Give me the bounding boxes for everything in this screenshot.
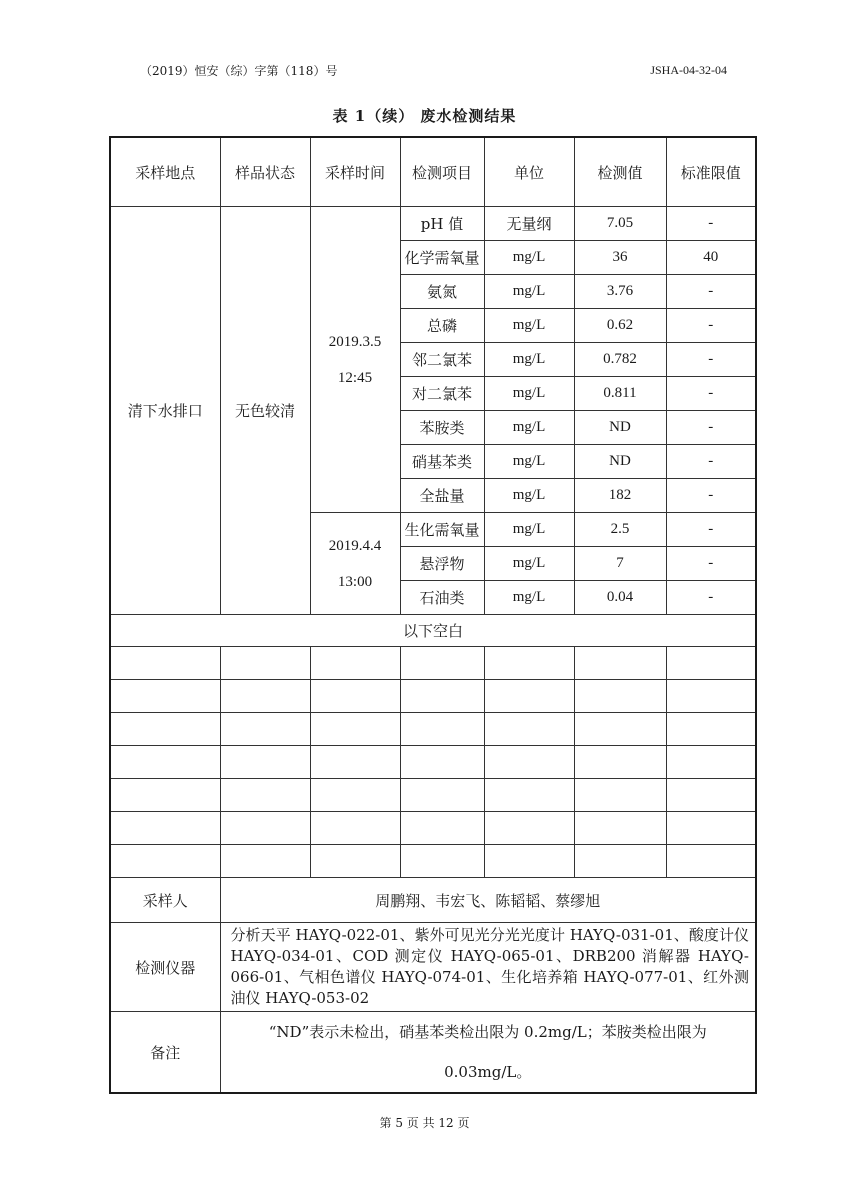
instruments-list: 分析天平 HAYQ-022-01、紫外可见光分光光度计 HAYQ-031-01、酸度计仪 HAYQ-034-01、COD 测定仪 HAYQ-065-01、DRB200 消解器 HAYQ-066-01、气相色谱仪 HAYQ-074-01、生化培养箱 HAYQ-077-01、红外测油仪 HAYQ-053-02 xyxy=(220,923,756,1012)
unit-cell: mg/L xyxy=(484,309,574,343)
unit-cell: mg/L xyxy=(484,241,574,275)
limit-cell: - xyxy=(666,581,756,615)
column-header: 标准限值 xyxy=(666,137,756,207)
sampler-names: 周鹏翔、韦宏飞、陈韬韬、蔡缪旭 xyxy=(220,878,756,923)
remarks-label: 备注 xyxy=(110,1012,220,1094)
unit-cell: mg/L xyxy=(484,547,574,581)
sampling-clock: 12:45 xyxy=(337,369,373,386)
limit-cell: 40 xyxy=(666,241,756,275)
value-cell: 3.76 xyxy=(574,275,666,309)
item-cell: 氨氮 xyxy=(400,275,484,309)
limit-cell: - xyxy=(666,377,756,411)
limit-cell: - xyxy=(666,275,756,309)
report-number: （2019）恒安（综）字第（118）号 xyxy=(140,64,338,78)
unit-cell: mg/L xyxy=(484,513,574,547)
item-cell: 硝基苯类 xyxy=(400,445,484,479)
limit-cell: - xyxy=(666,207,756,241)
sampler-label: 采样人 xyxy=(110,878,220,923)
wastewater-results-table xyxy=(109,136,757,1094)
empty-row xyxy=(110,746,756,779)
value-cell: 0.04 xyxy=(574,581,666,615)
empty-row xyxy=(110,713,756,746)
instruments-row xyxy=(110,923,756,1012)
item-cell: 石油类 xyxy=(400,581,484,615)
value-cell: 0.62 xyxy=(574,309,666,343)
item-cell: 全盐量 xyxy=(400,479,484,513)
limit-cell: - xyxy=(666,343,756,377)
empty-row xyxy=(110,845,756,878)
remarks-row xyxy=(110,1012,756,1094)
value-cell: 7.05 xyxy=(574,207,666,241)
blank-note: 以下空白 xyxy=(110,615,756,647)
column-header: 单位 xyxy=(484,137,574,207)
remarks-text: “ND”表示未检出，硝基苯类检出限为 0.2mg/L；苯胺类检出限为 0.03mg/L。 xyxy=(220,1012,756,1094)
unit-cell: mg/L xyxy=(484,581,574,615)
unit-cell: 无量纲 xyxy=(484,207,574,241)
limit-cell: - xyxy=(666,479,756,513)
sampling-date: 2019.4.4 xyxy=(328,537,382,554)
column-header: 样品状态 xyxy=(220,137,310,207)
sampler-row xyxy=(110,878,756,923)
value-cell: 7 xyxy=(574,547,666,581)
limit-cell: - xyxy=(666,309,756,343)
value-cell: 0.811 xyxy=(574,377,666,411)
value-cell: 36 xyxy=(574,241,666,275)
limit-cell: - xyxy=(666,411,756,445)
item-cell: 苯胺类 xyxy=(400,411,484,445)
item-cell: pH 值 xyxy=(400,207,484,241)
item-cell: 总磷 xyxy=(400,309,484,343)
column-header: 采样地点 xyxy=(110,137,220,207)
table-caption: 表 1（续） 废水检测结果 xyxy=(332,107,517,125)
header-row xyxy=(110,137,756,207)
value-cell: 182 xyxy=(574,479,666,513)
column-header: 采样时间 xyxy=(310,137,400,207)
item-cell: 对二氯苯 xyxy=(400,377,484,411)
table-row xyxy=(110,207,756,241)
empty-row xyxy=(110,779,756,812)
unit-cell: mg/L xyxy=(484,445,574,479)
unit-cell: mg/L xyxy=(484,343,574,377)
unit-cell: mg/L xyxy=(484,377,574,411)
unit-cell: mg/L xyxy=(484,479,574,513)
column-header: 检测值 xyxy=(574,137,666,207)
sampling-date: 2019.3.5 xyxy=(328,333,382,350)
page-footer: 第 5 页 共 12 页 xyxy=(379,1116,470,1130)
sampling-time-cell xyxy=(310,207,400,513)
limit-cell: - xyxy=(666,445,756,479)
unit-cell: mg/L xyxy=(484,275,574,309)
instruments-label: 检测仪器 xyxy=(110,923,220,1012)
sampling-time-cell xyxy=(310,513,400,615)
value-cell: 0.782 xyxy=(574,343,666,377)
value-cell: 2.5 xyxy=(574,513,666,547)
limit-cell: - xyxy=(666,513,756,547)
item-cell: 生化需氧量 xyxy=(400,513,484,547)
sampling-clock: 13:00 xyxy=(337,573,373,590)
item-cell: 邻二氯苯 xyxy=(400,343,484,377)
sampling-site-cell: 清下水排口 xyxy=(110,207,220,615)
empty-row xyxy=(110,812,756,845)
unit-cell: mg/L xyxy=(484,411,574,445)
value-cell: ND xyxy=(574,411,666,445)
value-cell: ND xyxy=(574,445,666,479)
item-cell: 化学需氧量 xyxy=(400,241,484,275)
limit-cell: - xyxy=(666,547,756,581)
item-cell: 悬浮物 xyxy=(400,547,484,581)
empty-row xyxy=(110,680,756,713)
form-code: JSHA-04-32-04 xyxy=(650,63,727,77)
column-header: 检测项目 xyxy=(400,137,484,207)
sample-state-cell: 无色较清 xyxy=(220,207,310,615)
empty-row xyxy=(110,647,756,680)
blank-note-row xyxy=(110,615,756,647)
